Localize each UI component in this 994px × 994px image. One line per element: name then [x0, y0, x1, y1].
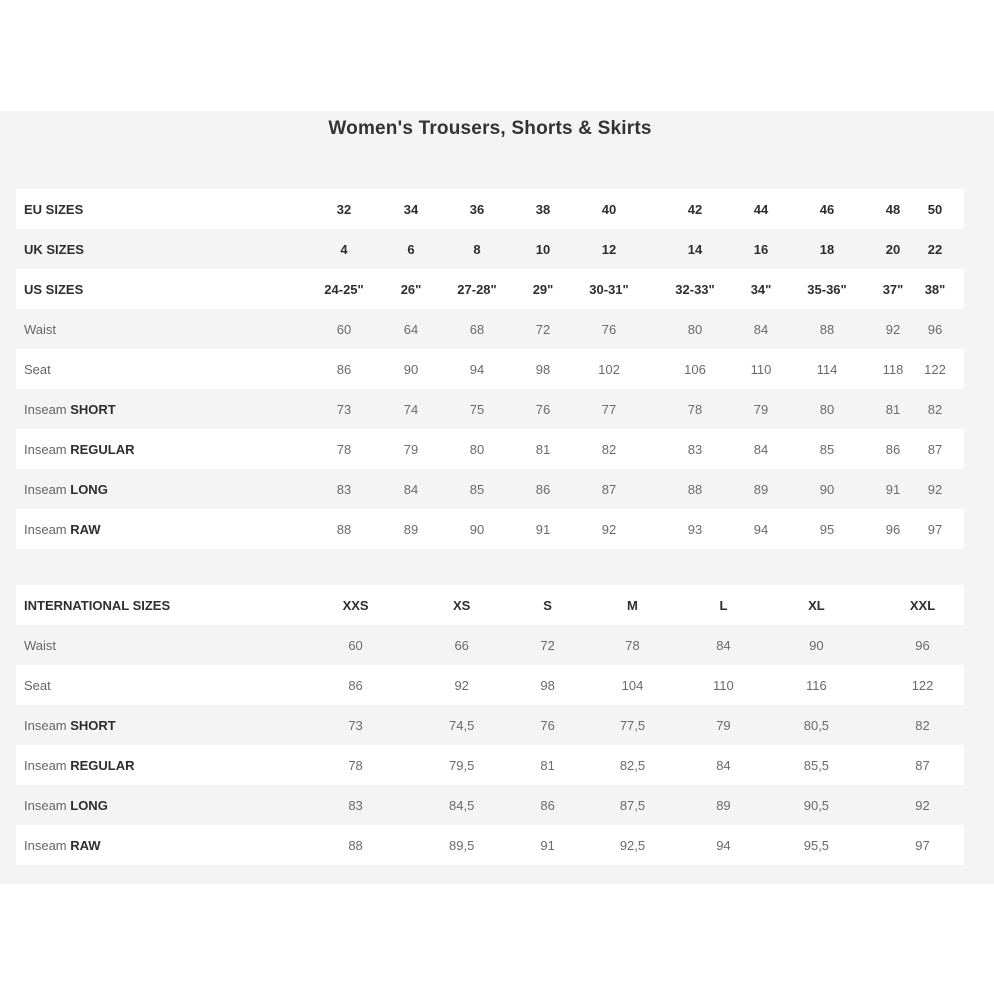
- table-cell: 122: [906, 349, 964, 389]
- table-cell: 78: [313, 745, 398, 785]
- table-cell: 36: [444, 189, 510, 229]
- table-cell: 102: [576, 349, 642, 389]
- row-label-emphasis: REGULAR: [70, 441, 135, 457]
- table-cell: 16: [748, 229, 774, 269]
- table-cell: 90: [378, 349, 444, 389]
- table-cell: 91: [880, 469, 906, 509]
- table-cell: 98: [525, 665, 569, 705]
- table-cell: 29": [510, 269, 576, 309]
- table-cell: 44: [748, 189, 774, 229]
- table-cell: 85: [774, 429, 880, 469]
- table-cell: 94: [444, 349, 510, 389]
- table-cell: 80: [444, 429, 510, 469]
- table-cell: 94: [748, 509, 774, 549]
- table-cell: 81: [880, 389, 906, 429]
- table-header-row: [16, 585, 964, 625]
- row-label: [16, 269, 310, 309]
- row-label: [16, 509, 310, 549]
- table-cell: 122: [881, 665, 964, 705]
- table-cell: 60: [310, 309, 378, 349]
- table-cell: 97: [906, 509, 964, 549]
- table-cell: 98: [510, 349, 576, 389]
- table-cell: 114: [774, 349, 880, 389]
- table-cell: 82: [906, 389, 964, 429]
- table-row: [16, 389, 964, 429]
- table-cell: 84,5: [398, 785, 525, 825]
- table-cell: XXL: [881, 585, 964, 625]
- row-label: [16, 429, 310, 469]
- table-row: [16, 665, 964, 705]
- table-cell: 79: [695, 705, 752, 745]
- table-cell: 84: [695, 625, 752, 665]
- row-label-emphasis: US SIZES: [24, 281, 84, 297]
- table-cell: 89: [748, 469, 774, 509]
- table-cell: 110: [695, 665, 752, 705]
- row-label: [16, 625, 313, 665]
- table-cell: 42: [642, 189, 748, 229]
- table-cell: 34: [378, 189, 444, 229]
- table-row: [16, 625, 964, 665]
- table-row: [16, 705, 964, 745]
- table-cell: S: [525, 585, 569, 625]
- table-cell: 88: [774, 309, 880, 349]
- table-cell: 79: [378, 429, 444, 469]
- table-cell: 86: [313, 665, 398, 705]
- table-cell: 76: [525, 705, 569, 745]
- table-cell: 82: [576, 429, 642, 469]
- table-cell: 82: [881, 705, 964, 745]
- table-cell: 12: [576, 229, 642, 269]
- table-cell: 30-31": [576, 269, 642, 309]
- row-label-text: Inseam: [24, 837, 71, 853]
- row-label-text: Waist: [24, 321, 57, 337]
- table-cell: 80: [774, 389, 880, 429]
- table-cell: 88: [313, 825, 398, 865]
- table-cell: 118: [880, 349, 906, 389]
- table-cell: 89,5: [398, 825, 525, 865]
- table-cell: 84: [695, 745, 752, 785]
- table-cell: 38: [510, 189, 576, 229]
- table-cell: 86: [525, 785, 569, 825]
- table-cell: 110: [748, 349, 774, 389]
- table-cell: 80,5: [752, 705, 881, 745]
- row-label-text: Inseam: [24, 521, 71, 537]
- table-cell: 116: [752, 665, 881, 705]
- table-cell: 20: [880, 229, 906, 269]
- table-cell: XL: [752, 585, 881, 625]
- row-label: [16, 469, 310, 509]
- eu-size-table: [16, 189, 964, 549]
- row-label: [16, 389, 310, 429]
- table-cell: 6: [378, 229, 444, 269]
- row-label-text: Inseam: [24, 481, 71, 497]
- table-header-row: [16, 269, 964, 309]
- table-cell: 92: [880, 309, 906, 349]
- table-cell: 96: [880, 509, 906, 549]
- row-label: [16, 349, 310, 389]
- table-cell: 75: [444, 389, 510, 429]
- table-cell: 66: [398, 625, 525, 665]
- row-label-text: Seat: [24, 677, 51, 693]
- table-cell: 90,5: [752, 785, 881, 825]
- table-cell: 88: [310, 509, 378, 549]
- table-cell: 74,5: [398, 705, 525, 745]
- table-cell: 92: [576, 509, 642, 549]
- table-cell: M: [570, 585, 695, 625]
- table-cell: 106: [642, 349, 748, 389]
- row-label-emphasis: SHORT: [70, 401, 116, 417]
- table-cell: 32-33": [642, 269, 748, 309]
- table-row: [16, 469, 964, 509]
- table-cell: 81: [510, 429, 576, 469]
- table-cell: 93: [642, 509, 748, 549]
- table-cell: 84: [378, 469, 444, 509]
- table-cell: 48: [880, 189, 906, 229]
- row-label-emphasis: REGULAR: [70, 757, 135, 773]
- table-cell: 89: [378, 509, 444, 549]
- table-cell: 88: [642, 469, 748, 509]
- table-cell: 89: [695, 785, 752, 825]
- table-cell: 46: [774, 189, 880, 229]
- table-cell: 8: [444, 229, 510, 269]
- table-cell: 87: [576, 469, 642, 509]
- table-cell: 50: [906, 189, 964, 229]
- row-label-emphasis: RAW: [70, 521, 101, 537]
- table-cell: 85: [444, 469, 510, 509]
- table-cell: 78: [570, 625, 695, 665]
- table-cell: 96: [906, 309, 964, 349]
- table-cell: 82,5: [570, 745, 695, 785]
- table-cell: 34": [748, 269, 774, 309]
- table-cell: 35-36": [774, 269, 880, 309]
- table-cell: 76: [576, 309, 642, 349]
- table-cell: 86: [510, 469, 576, 509]
- table-cell: 38": [906, 269, 964, 309]
- table-cell: 86: [310, 349, 378, 389]
- table-cell: 78: [310, 429, 378, 469]
- row-label-text: Waist: [24, 637, 57, 653]
- table-cell: 79: [748, 389, 774, 429]
- table-cell: 37": [880, 269, 906, 309]
- row-label-emphasis: UK SIZES: [24, 241, 84, 257]
- row-label-text: Inseam: [24, 717, 71, 733]
- table-cell: 92: [906, 469, 964, 509]
- table-cell: 86: [880, 429, 906, 469]
- table-cell: 73: [310, 389, 378, 429]
- row-label: [16, 229, 310, 269]
- table-cell: 83: [310, 469, 378, 509]
- table-cell: 84: [748, 429, 774, 469]
- table-cell: 4: [310, 229, 378, 269]
- row-label: [16, 785, 313, 825]
- row-label: [16, 585, 313, 625]
- table-header-row: [16, 229, 964, 269]
- table-cell: 94: [695, 825, 752, 865]
- row-label-emphasis: LONG: [70, 797, 108, 813]
- table-cell: 72: [525, 625, 569, 665]
- table-cell: 26": [378, 269, 444, 309]
- table-cell: XXS: [313, 585, 398, 625]
- table-cell: 18: [774, 229, 880, 269]
- table-cell: 90: [444, 509, 510, 549]
- table-row: [16, 785, 964, 825]
- table-cell: 68: [444, 309, 510, 349]
- page-title: Women's Trousers, Shorts & Skirts: [328, 118, 652, 139]
- row-label-emphasis: LONG: [70, 481, 108, 497]
- table-cell: 87: [881, 745, 964, 785]
- row-label: [16, 665, 313, 705]
- table-row: [16, 825, 964, 865]
- row-label-text: Seat: [24, 361, 51, 377]
- table-cell: 78: [642, 389, 748, 429]
- table-cell: 90: [774, 469, 880, 509]
- table-cell: 83: [313, 785, 398, 825]
- table-cell: XS: [398, 585, 525, 625]
- table-cell: 22: [906, 229, 964, 269]
- international-size-table: [16, 585, 964, 865]
- row-label-emphasis: SHORT: [70, 717, 116, 733]
- table-cell: 96: [881, 625, 964, 665]
- table-header-row: [16, 189, 964, 229]
- table-cell: 64: [378, 309, 444, 349]
- table-cell: 10: [510, 229, 576, 269]
- table-cell: 77: [576, 389, 642, 429]
- table-cell: 77,5: [570, 705, 695, 745]
- table-cell: L: [695, 585, 752, 625]
- row-label: [16, 705, 313, 745]
- table-row: [16, 309, 964, 349]
- table-cell: 74: [378, 389, 444, 429]
- table-cell: 91: [510, 509, 576, 549]
- table-cell: 83: [642, 429, 748, 469]
- table-cell: 24-25": [310, 269, 378, 309]
- table-cell: 76: [510, 389, 576, 429]
- row-label: [16, 309, 310, 349]
- table-row: [16, 509, 964, 549]
- row-label-emphasis: INTERNATIONAL SIZES: [24, 597, 171, 613]
- table-cell: 32: [310, 189, 378, 229]
- row-label: [16, 745, 313, 785]
- table-cell: 79,5: [398, 745, 525, 785]
- table-cell: 92: [398, 665, 525, 705]
- table-cell: 90: [752, 625, 881, 665]
- row-label: [16, 825, 313, 865]
- table-cell: 95,5: [752, 825, 881, 865]
- row-label-text: Inseam: [24, 401, 71, 417]
- table-cell: 14: [642, 229, 748, 269]
- row-label-emphasis: RAW: [70, 837, 101, 853]
- table-cell: 91: [525, 825, 569, 865]
- table-cell: 92: [881, 785, 964, 825]
- table-row: [16, 745, 964, 785]
- table-cell: 85,5: [752, 745, 881, 785]
- table-cell: 84: [748, 309, 774, 349]
- table-cell: 40: [576, 189, 642, 229]
- table-cell: 95: [774, 509, 880, 549]
- table-cell: 104: [570, 665, 695, 705]
- table-row: [16, 429, 964, 469]
- table-cell: 80: [642, 309, 748, 349]
- row-label: [16, 189, 310, 229]
- row-label-text: Inseam: [24, 797, 71, 813]
- table-cell: 97: [881, 825, 964, 865]
- row-label-text: Inseam: [24, 757, 71, 773]
- table-cell: 27-28": [444, 269, 510, 309]
- table-cell: 87,5: [570, 785, 695, 825]
- table-cell: 60: [313, 625, 398, 665]
- table-cell: 73: [313, 705, 398, 745]
- table-row: [16, 349, 964, 389]
- table-cell: 87: [906, 429, 964, 469]
- table-cell: 92,5: [570, 825, 695, 865]
- table-cell: 81: [525, 745, 569, 785]
- table-cell: 72: [510, 309, 576, 349]
- row-label-text: Inseam: [24, 441, 71, 457]
- row-label-emphasis: EU SIZES: [24, 201, 84, 217]
